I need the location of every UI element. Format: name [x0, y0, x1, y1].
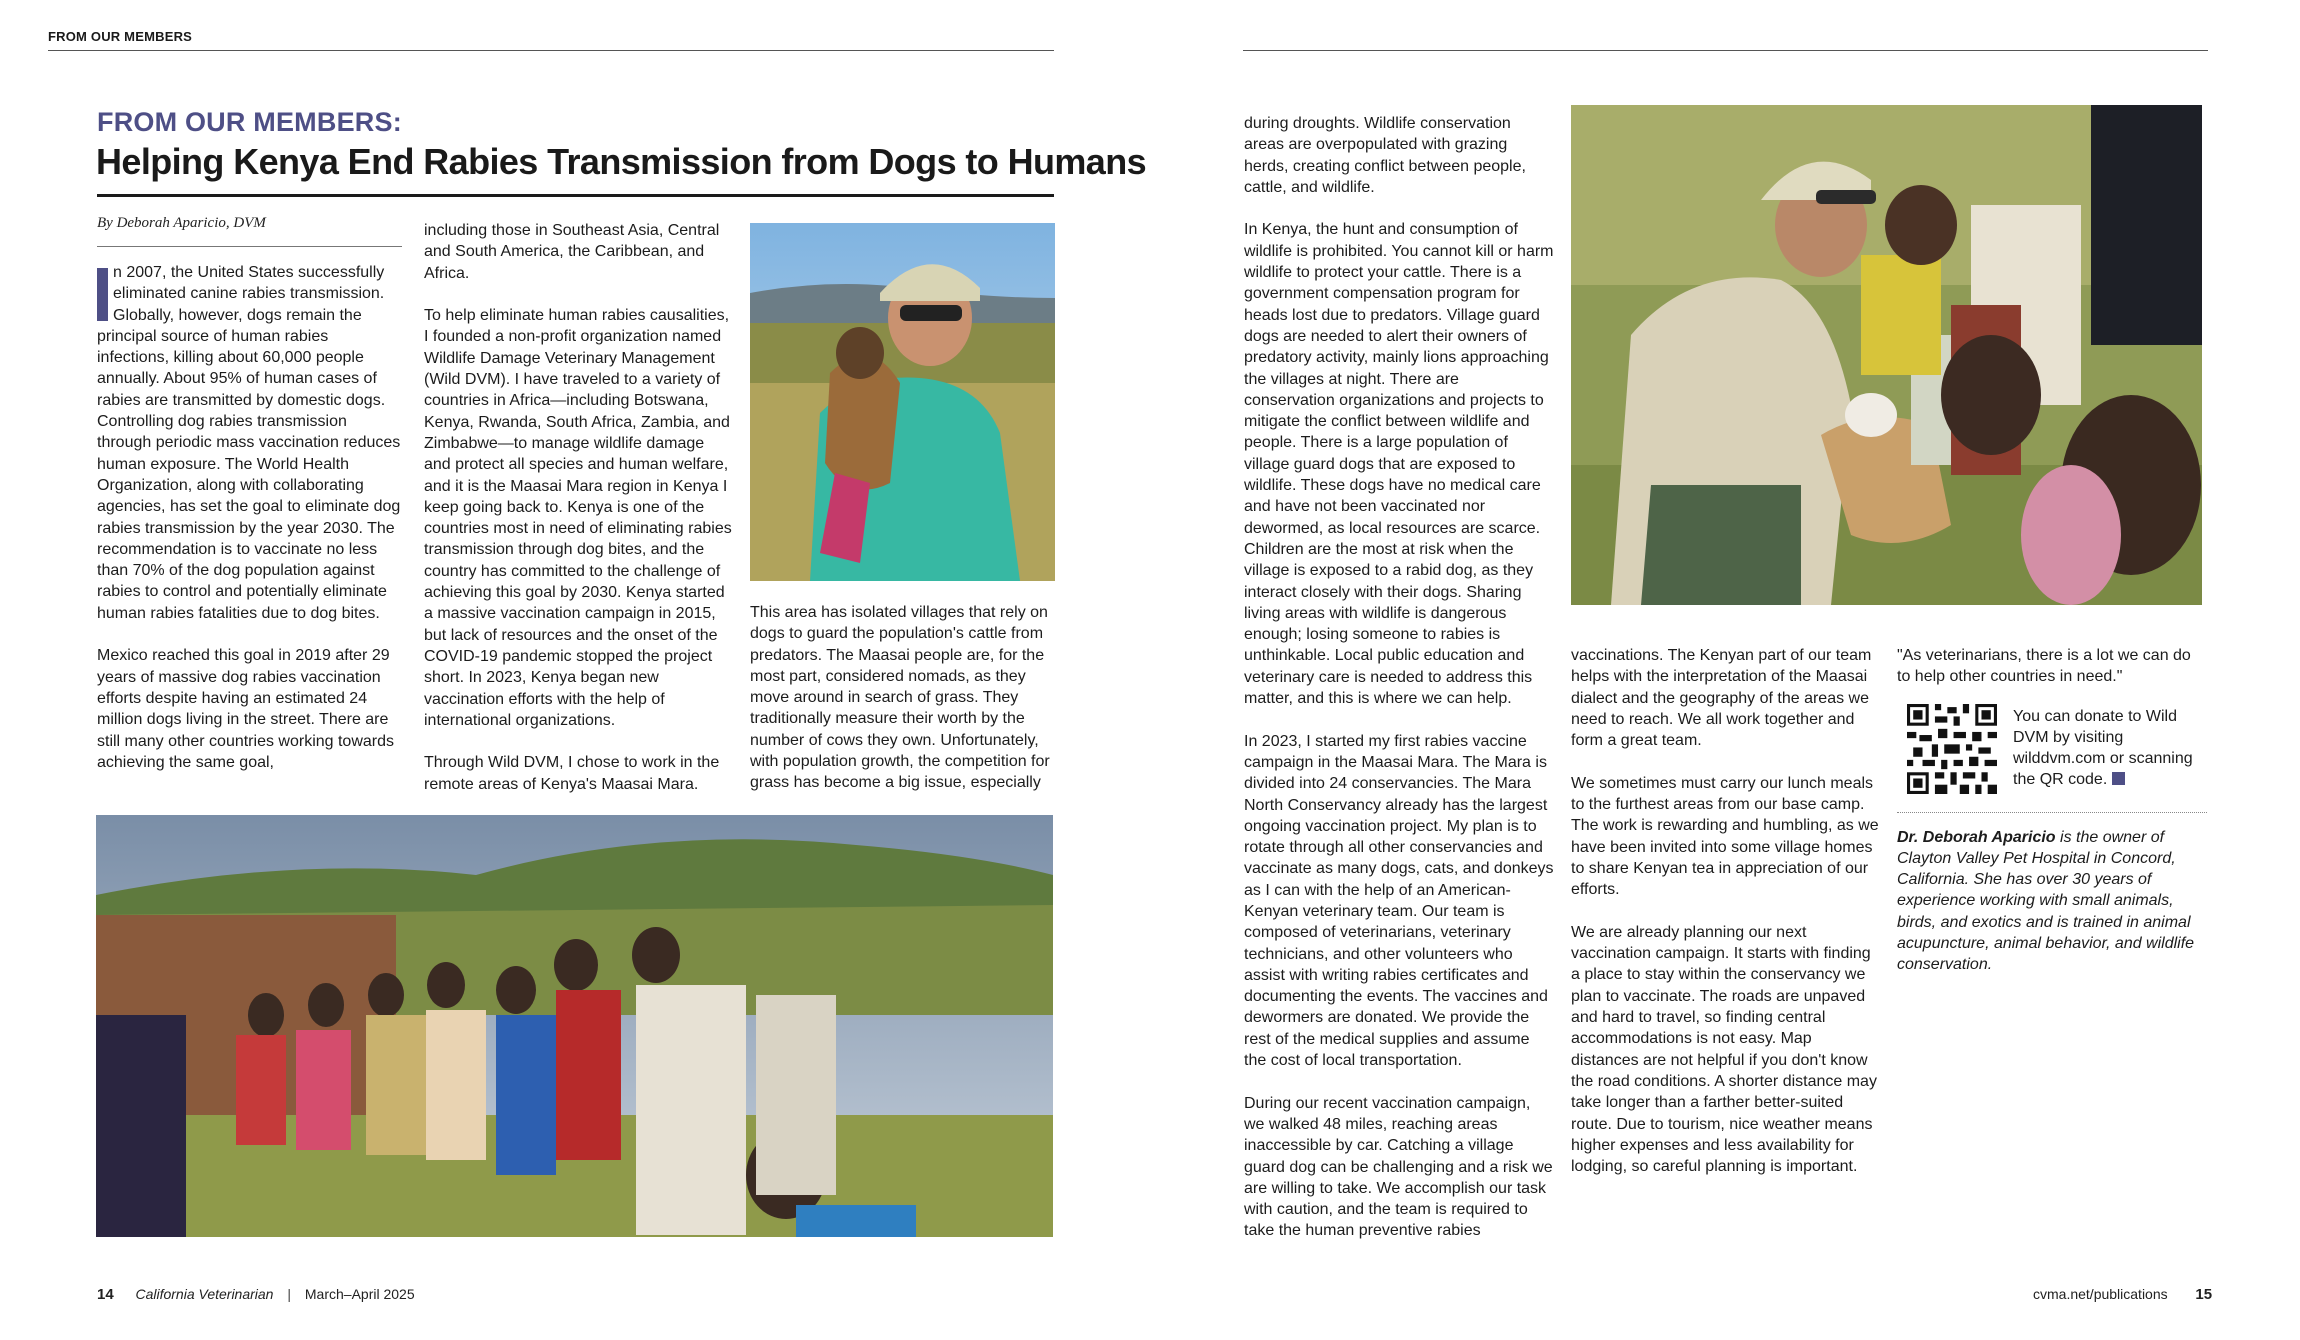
right-page — [1150, 0, 2300, 1340]
byline-rule — [97, 246, 402, 247]
pull-quote: "As veterinarians, there is a lot we can do to help other countries in need." — [1897, 647, 2191, 686]
body-column-3 — [750, 602, 1058, 794]
paragraph: In 2023, I started my first rabies vaccine campaign in the Maasai Mara. The Mara is divided into 24 conservancies. The Mara North Conservancy already has the largest ongoing vaccination project. My plan is to rotate through all other conservancies and vaccinate as many dogs, cats, and donkeys as I can with the help of an American-Kenyan veterinary team. Our team is composed of veterinarians, veterinary technicians, and other volunteers who assist with writing rabies certificates and documenting the events. The vaccines and dewormers are donated. We provide the rest of the medical supplies and assume the cost of local transportation. — [1244, 732, 1554, 1070]
footer-right — [2033, 1286, 2212, 1303]
paragraph: We are already planning our next vaccination campaign. It starts with finding a place to stay within the conservancy we plan to vaccinate. The roads are unpaved and hard to travel, so finding central accommodations is not easy. Map distances are not helpful if you don't know the road conditions. A shorter distance may take longer than a farther better-suited route. Due to tourism, nice weather means higher expenses and less availability for lodging, so careful planning is important. — [1571, 923, 1877, 1176]
paragraph: During our recent vaccination campaign, we walked 48 miles, reaching areas inaccessible by car. Catching a village guard dog can be challenging and a risk we are willing to take. We accomplish our task with caution, and the team is required to take the human preventive rabies — [1244, 1094, 1553, 1240]
paragraph — [97, 262, 402, 624]
paragraph: Mexico reached this goal in 2019 after 29 years of massive dog rabies vaccination efforts despite having an estimated 24 million dogs living in the street. There are still many other countries working towards achieving the same goal, — [97, 647, 395, 771]
end-square-icon — [2112, 772, 2125, 785]
paragraph: vaccinations. The Kenyan part of our team helps with the interpretation of the Maasai dialect and the geography of the areas we need to reach. We all work together and form a great team. — [1571, 647, 1872, 750]
body-column-1 — [97, 262, 402, 773]
author-bio-text: is the owner of Clayton Valley Pet Hospital in Concord, California. She has over 30 years of experience working with small animals, birds, and exotics and is trained in animal acupuncture, animal behavior, and wildlife conservation. — [1897, 828, 2195, 974]
author-bio — [1897, 827, 2207, 976]
body-column-2 — [424, 220, 734, 795]
dotted-divider — [1897, 812, 2207, 813]
publication-name: California Veterinarian — [135, 1286, 274, 1302]
donate-text: You can donate to Wild DVM by visiting wilddvm.com or scanning the QR code. — [2013, 707, 2193, 789]
footer-url[interactable]: cvma.net/publications — [2033, 1286, 2168, 1302]
paragraph-text: n 2007, the United States successfully eliminated canine rabies transmission. Globally, however, dogs remain the principal source of human rabies infections, killing about 60,000 people annually. About 95% of human cases of rabies are transmitted by domestic dogs. Controlling dog rabies transmission through periodic mass vaccination reduces human exposure. The World Health Organization, along with collaborating agencies, has set the goal to eliminate dog rabies transmission by the year 2030. The recommendation is to vaccinate no less than 70% of the dog population against rabies to control and potentially eliminate human rabies fatalities due to dog bites. — [97, 264, 401, 622]
donate-block — [1897, 704, 2207, 794]
drop-cap-i — [97, 268, 108, 321]
body-column-4 — [1244, 113, 1554, 1242]
section-label: FROM OUR MEMBERS — [48, 29, 193, 44]
body-column-6 — [1897, 645, 2207, 976]
byline: By Deborah Aparicio, DVM — [97, 215, 266, 231]
top-rule-right — [1243, 50, 2208, 51]
paragraph: We sometimes must carry our lunch meals to the furthest areas from our base camp. The work is rewarding and humbling, as we have been invited into some village homes to share Kenyan tea in appreciation of our efforts. — [1571, 774, 1879, 899]
photo-vet-holding-puppy — [750, 223, 1055, 581]
issue-date: March–April 2025 — [304, 1286, 415, 1302]
paragraph: To help eliminate human rabies causalities, I founded a non-profit organization named Wildlife Damage Veterinary Management (Wild DVM). I have traveled to a variety of countries in Africa—including Botswana, Kenya, Rwanda, South Africa, Zambia, and Zimbabwe—to manage wildlife damage and protect all species and human welfare, and it is the Maasai Mara region in Kenya I keep going back to. Kenya is one of the countries most in need of eliminating rabies transmission through dog bites, and the country has committed to the challenge of achieving this goal by 2030. Kenya started a massive vaccination campaign in 2015, but lack of resources and the onset of the COVID-19 pandemic stopped the project short. In 2023, Kenya began new vaccination efforts with the help of international organizations. — [424, 307, 732, 729]
photo-vet-examining-dog — [1571, 105, 2202, 605]
qr-code-icon[interactable] — [1907, 704, 1997, 794]
paragraph: including those in Southeast Asia, Central and South America, the Caribbean, and Africa. — [424, 222, 720, 282]
paragraph: during droughts. Wildlife conservation areas are overpopulated with grazing herds, creating conflict between people, cattle, and wildlife. — [1244, 115, 1526, 196]
article-kicker: FROM OUR MEMBERS: — [97, 107, 402, 137]
footer-separator: | — [287, 1286, 291, 1302]
body-column-5 — [1571, 645, 1881, 1177]
paragraph: This area has isolated villages that rely on dogs to guard the population's cattle from predators. The Maasai people are, for the most part, considered nomads, as they move around in search of grass. They traditionally measure their worth by the number of cows they own. Unfortunately, with population growth, the competition for grass has become a big issue, especially — [750, 604, 1050, 792]
page-number-right: 15 — [2195, 1286, 2213, 1303]
photo-children-crowd — [96, 815, 1053, 1237]
footer-left — [97, 1286, 415, 1303]
top-rule — [48, 50, 1054, 51]
headline-rule — [97, 194, 1054, 197]
paragraph: Through Wild DVM, I chose to work in the remote areas of Kenya's Maasai Mara. — [424, 754, 720, 793]
paragraph: In Kenya, the hunt and consumption of wildlife is prohibited. You cannot kill or harm wildlife to protect your cattle. There is a government compensation program for heads lost due to predators. Village guard dogs are needed to alert their owners of predatory activity, mainly lions approaching the villages at night. There are conservation organizations and projects to mitigate the conflict between wildlife and people. There is a large population of village guard dogs that are exposed to wildlife. These dogs have no medical care and have not been vaccinated nor dewormed, as local resources are scarce. Children are the most at risk when the village is exposed to a rabid dog, as they interact closely with their dogs. Sharing living areas with wildlife is dangerous enough; losing someone to rabies is unthinkable. Local public education and veterinary care is needed to address this matter, and this is where we can help. — [1244, 221, 1554, 708]
page-number-left: 14 — [97, 1286, 114, 1303]
author-bio-name: Dr. Deborah Aparicio — [1897, 828, 2056, 846]
article-title: Helping Kenya End Rabies Transmission from Dogs to Humans — [96, 141, 1147, 182]
